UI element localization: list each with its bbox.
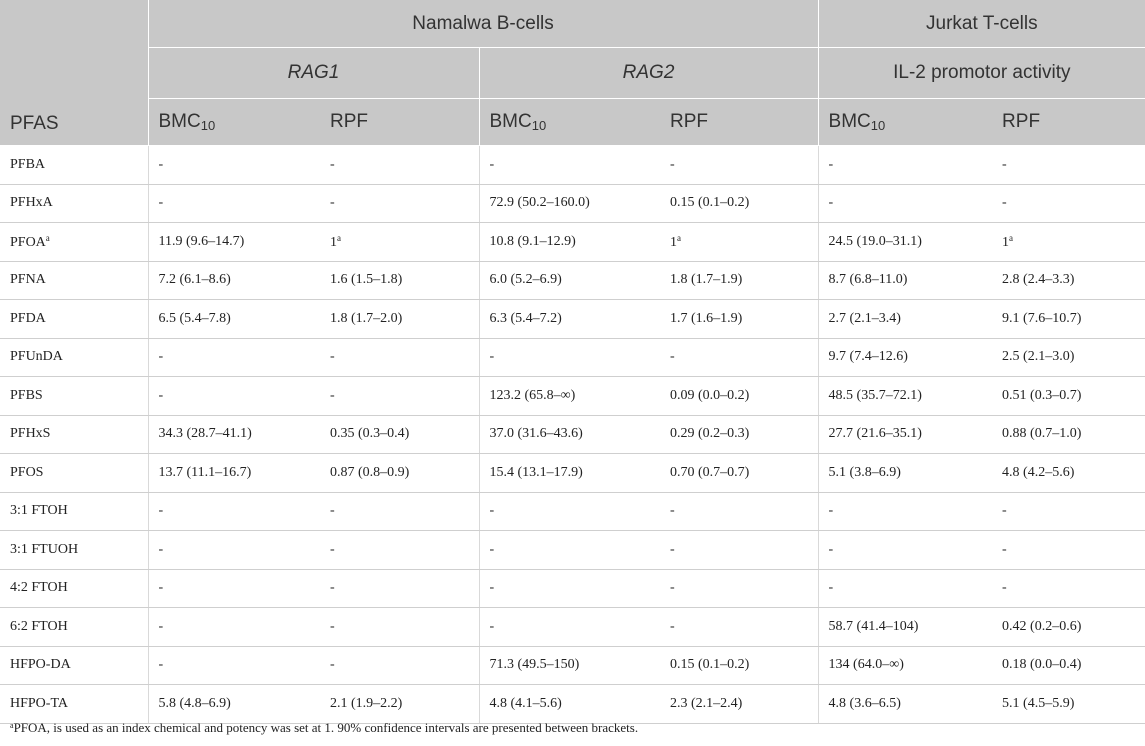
cell-value: 0.87 (0.8–0.9) xyxy=(330,464,410,480)
table-row xyxy=(0,646,1145,685)
pfas-name: HFPO-TA xyxy=(10,695,68,711)
cell-il2-bmc10 xyxy=(818,646,992,685)
table-row xyxy=(0,685,1145,724)
cell-value: 2.3 (2.1–2.4) xyxy=(670,695,743,711)
cell-rag2-bmc10 xyxy=(479,454,660,493)
cell-value: - xyxy=(158,618,164,634)
header-rpf-rag1: RPF xyxy=(320,99,479,146)
bmc-subscript: 10 xyxy=(531,118,547,133)
cell-value: 7.2 (6.1–8.6) xyxy=(158,272,231,288)
cell-rag1-bmc10 xyxy=(148,300,320,339)
cell-value: 5.8 (4.8–6.9) xyxy=(158,695,231,711)
cell-il2-bmc10 xyxy=(818,184,992,223)
pfas-name: PFOS xyxy=(10,464,44,480)
cell-value: 5.1 (3.8–6.9) xyxy=(828,464,901,480)
cell-value: 48.5 (35.7–72.1) xyxy=(828,387,922,403)
cell-rag2-bmc10 xyxy=(479,531,660,570)
cell-il2-rpf xyxy=(992,261,1145,300)
cell-rag1-bmc10 xyxy=(148,454,320,493)
cell-il2-bmc10 xyxy=(818,377,992,416)
cell-il2-bmc10 xyxy=(818,531,992,570)
cell-il2-rpf xyxy=(992,300,1145,339)
pfas-name: 6:2 FTOH xyxy=(10,618,68,634)
cell-pfas-name xyxy=(0,146,148,185)
cell-il2-bmc10 xyxy=(818,569,992,608)
pfas-name: PFHxA xyxy=(10,195,53,211)
cell-value: 2.7 (2.1–3.4) xyxy=(828,310,901,326)
header-bmc10-rag1 xyxy=(148,99,320,146)
cell-rag1-bmc10 xyxy=(148,685,320,724)
cell-value: 1 xyxy=(670,234,677,250)
cell-il2-bmc10 xyxy=(818,492,992,531)
cell-value: 2.5 (2.1–3.0) xyxy=(1002,349,1075,365)
cell-value: - xyxy=(330,349,335,365)
cell-rag1-bmc10 xyxy=(148,223,320,262)
footnote-marker: a xyxy=(1009,232,1014,243)
cell-value: 9.1 (7.6–10.7) xyxy=(1002,310,1082,326)
cell-value: 0.18 (0.0–0.4) xyxy=(1002,657,1082,673)
cell-value: - xyxy=(828,580,834,596)
cell-value: 0.70 (0.7–0.7) xyxy=(670,464,750,480)
cell-value: - xyxy=(828,503,834,519)
cell-il2-rpf xyxy=(992,531,1145,570)
cell-pfas-name xyxy=(0,338,148,377)
cell-value: 0.09 (0.0–0.2) xyxy=(670,387,750,403)
bmc-label: BMC xyxy=(158,111,201,132)
cell-value: 2.8 (2.4–3.3) xyxy=(1002,272,1075,288)
cell-rag2-bmc10 xyxy=(479,608,660,647)
cell-pfas-name xyxy=(0,261,148,300)
cell-rag1-bmc10 xyxy=(148,338,320,377)
table-row xyxy=(0,261,1145,300)
cell-value: 1.8 (1.7–1.9) xyxy=(670,272,743,288)
cell-value: - xyxy=(158,580,164,596)
cell-pfas-name xyxy=(0,646,148,685)
cell-il2-bmc10 xyxy=(818,454,992,493)
cell-value: 0.35 (0.3–0.4) xyxy=(330,426,410,442)
cell-value: - xyxy=(330,657,335,673)
cell-pfas-name xyxy=(0,377,148,416)
cell-rag1-rpf xyxy=(320,569,479,608)
pfas-name: 3:1 FTOH xyxy=(10,503,68,519)
cell-rag1-bmc10 xyxy=(148,415,320,454)
table-row xyxy=(0,223,1145,262)
table-row xyxy=(0,492,1145,531)
cell-value: 1 xyxy=(1002,234,1010,250)
cell-rag1-rpf xyxy=(320,300,479,339)
pfas-name: PFDA xyxy=(10,310,46,326)
cell-value: - xyxy=(828,195,834,211)
cell-value: - xyxy=(489,580,495,596)
cell-value: 1 xyxy=(330,234,337,250)
cell-rag1-bmc10 xyxy=(148,608,320,647)
cell-rag1-bmc10 xyxy=(148,146,320,185)
cell-rag2-rpf xyxy=(660,685,818,724)
cell-value: 71.3 (49.5–150) xyxy=(489,657,580,673)
table-header xyxy=(0,0,1145,146)
cell-rag2-rpf xyxy=(660,146,818,185)
cell-value: 34.3 (28.7–41.1) xyxy=(158,426,252,442)
cell-il2-bmc10 xyxy=(818,685,992,724)
pfas-name: PFUnDA xyxy=(10,349,63,365)
header-row-endpoints xyxy=(0,48,1145,99)
cell-il2-rpf xyxy=(992,454,1145,493)
cell-rag2-rpf xyxy=(660,184,818,223)
cell-rag2-rpf xyxy=(660,454,818,493)
header-rag1: RAG1 xyxy=(148,48,479,99)
cell-il2-bmc10 xyxy=(818,338,992,377)
table-row xyxy=(0,569,1145,608)
pfas-name: 4:2 FTOH xyxy=(10,580,68,596)
cell-rag2-rpf xyxy=(660,569,818,608)
cell-rag1-rpf xyxy=(320,646,479,685)
cell-pfas-name xyxy=(0,223,148,262)
cell-value: - xyxy=(828,156,834,172)
table-row xyxy=(0,146,1145,185)
cell-pfas-name xyxy=(0,531,148,570)
header-rag2: RAG2 xyxy=(479,48,818,99)
bmc-label: BMC xyxy=(828,111,871,132)
header-row-metrics xyxy=(0,99,1145,146)
cell-rag1-rpf xyxy=(320,415,479,454)
cell-il2-rpf xyxy=(992,569,1145,608)
cell-rag1-bmc10 xyxy=(148,261,320,300)
cell-rag1-rpf xyxy=(320,146,479,185)
cell-rag1-rpf xyxy=(320,223,479,262)
cell-value: 0.29 (0.2–0.3) xyxy=(670,426,750,442)
cell-pfas-name xyxy=(0,415,148,454)
cell-value: 6.0 (5.2–6.9) xyxy=(489,272,562,288)
cell-rag2-bmc10 xyxy=(479,146,660,185)
cell-value: - xyxy=(158,657,164,673)
cell-value: - xyxy=(158,541,164,557)
cell-il2-rpf xyxy=(992,685,1145,724)
cell-value: 0.15 (0.1–0.2) xyxy=(670,195,750,211)
cell-rag2-rpf xyxy=(660,223,818,262)
pfas-name: 3:1 FTUOH xyxy=(10,541,79,557)
cell-il2-bmc10 xyxy=(818,223,992,262)
cell-il2-bmc10 xyxy=(818,300,992,339)
footnote-marker: a xyxy=(337,232,341,243)
header-namalwa-b-cells: Namalwa B-cells xyxy=(148,0,818,48)
table-row xyxy=(0,531,1145,570)
cell-rag1-bmc10 xyxy=(148,377,320,416)
cell-value: - xyxy=(330,156,335,172)
cell-pfas-name xyxy=(0,454,148,493)
cell-rag1-bmc10 xyxy=(148,492,320,531)
cell-rag1-bmc10 xyxy=(148,646,320,685)
cell-value: 123.2 (65.8–∞) xyxy=(489,387,576,403)
cell-value: 10.8 (9.1–12.9) xyxy=(489,233,576,249)
cell-value: 1.6 (1.5–1.8) xyxy=(330,272,403,288)
cell-rag1-rpf xyxy=(320,608,479,647)
cell-value: - xyxy=(670,156,675,172)
cell-rag1-rpf xyxy=(320,492,479,531)
cell-value: - xyxy=(330,195,335,211)
cell-rag1-bmc10 xyxy=(148,569,320,608)
pfas-name: PFHxS xyxy=(10,426,51,442)
cell-value: - xyxy=(158,156,164,172)
cell-value: 1.7 (1.6–1.9) xyxy=(670,310,743,326)
cell-value: 13.7 (11.1–16.7) xyxy=(158,464,252,480)
footnote-marker: a xyxy=(45,232,50,243)
cell-rag1-rpf xyxy=(320,338,479,377)
cell-rag2-rpf xyxy=(660,492,818,531)
cell-pfas-name xyxy=(0,492,148,531)
cell-value: 0.51 (0.3–0.7) xyxy=(1002,387,1082,403)
table-body xyxy=(0,146,1145,724)
cell-value: - xyxy=(489,541,495,557)
cell-rag2-bmc10 xyxy=(479,415,660,454)
table-row xyxy=(0,608,1145,647)
cell-il2-rpf xyxy=(992,377,1145,416)
header-bmc10-il2 xyxy=(818,99,992,146)
cell-value: - xyxy=(330,387,335,403)
cell-rag2-bmc10 xyxy=(479,223,660,262)
cell-pfas-name xyxy=(0,569,148,608)
cell-rag2-rpf xyxy=(660,338,818,377)
cell-value: 1.8 (1.7–2.0) xyxy=(330,310,403,326)
cell-il2-bmc10 xyxy=(818,261,992,300)
cell-value: 58.7 (41.4–104) xyxy=(828,618,919,634)
cell-value: - xyxy=(489,349,495,365)
footnote-marker: a xyxy=(10,721,14,730)
cell-value: - xyxy=(670,349,675,365)
cell-value: - xyxy=(489,156,495,172)
cell-rag1-rpf xyxy=(320,685,479,724)
cell-value: 5.1 (4.5–5.9) xyxy=(1002,695,1075,711)
cell-il2-rpf xyxy=(992,492,1145,531)
cell-rag2-rpf xyxy=(660,531,818,570)
cell-il2-rpf xyxy=(992,415,1145,454)
cell-value: - xyxy=(330,503,335,519)
cell-value: 6.3 (5.4–7.2) xyxy=(489,310,562,326)
cell-rag2-bmc10 xyxy=(479,492,660,531)
bmc-subscript: 10 xyxy=(200,118,216,133)
header-il2-promotor-activity: IL-2 promotor activity xyxy=(818,48,1145,99)
cell-value: 2.1 (1.9–2.2) xyxy=(330,695,403,711)
cell-rag2-bmc10 xyxy=(479,184,660,223)
cell-value: - xyxy=(1002,580,1007,596)
cell-value: 0.88 (0.7–1.0) xyxy=(1002,426,1082,442)
cell-value: 37.0 (31.6–43.6) xyxy=(489,426,583,442)
cell-value: 4.8 (3.6–6.5) xyxy=(828,695,901,711)
cell-value: - xyxy=(158,387,164,403)
cell-value: - xyxy=(1002,156,1007,172)
cell-value: 6.5 (5.4–7.8) xyxy=(158,310,231,326)
cell-rag1-rpf xyxy=(320,184,479,223)
pfas-name: PFBS xyxy=(10,387,43,403)
cell-rag2-rpf xyxy=(660,261,818,300)
cell-rag1-rpf xyxy=(320,531,479,570)
header-bmc10-rag2 xyxy=(479,99,660,146)
cell-il2-bmc10 xyxy=(818,146,992,185)
cell-value: - xyxy=(489,618,495,634)
cell-rag2-bmc10 xyxy=(479,377,660,416)
cell-il2-rpf xyxy=(992,646,1145,685)
cell-value: 134 (64.0–∞) xyxy=(828,657,904,673)
cell-value: 8.7 (6.8–11.0) xyxy=(828,272,908,288)
cell-il2-rpf xyxy=(992,338,1145,377)
cell-il2-rpf xyxy=(992,146,1145,185)
cell-value: 9.7 (7.4–12.6) xyxy=(828,349,908,365)
cell-value: - xyxy=(670,580,675,596)
cell-value: - xyxy=(158,195,164,211)
cell-rag2-rpf xyxy=(660,300,818,339)
cell-value: - xyxy=(158,349,164,365)
cell-rag2-bmc10 xyxy=(479,646,660,685)
table-row xyxy=(0,377,1145,416)
bmc-label: BMC xyxy=(489,111,532,132)
table-row xyxy=(0,300,1145,339)
pfas-name: PFNA xyxy=(10,272,46,288)
cell-pfas-name xyxy=(0,184,148,223)
cell-rag2-bmc10 xyxy=(479,569,660,608)
cell-value: 11.9 (9.6–14.7) xyxy=(158,233,245,249)
cell-value: 24.5 (19.0–31.1) xyxy=(828,233,922,249)
header-rpf-rag2: RPF xyxy=(660,99,818,146)
cell-il2-rpf xyxy=(992,608,1145,647)
cell-rag2-bmc10 xyxy=(479,338,660,377)
cell-il2-bmc10 xyxy=(818,415,992,454)
cell-rag1-bmc10 xyxy=(148,531,320,570)
cell-rag1-rpf xyxy=(320,377,479,416)
cell-il2-rpf xyxy=(992,184,1145,223)
cell-rag2-rpf xyxy=(660,377,818,416)
footnote-text: PFOA, is used as an index chemical and potency was set at 1. 90% confidence intervals are presented between brackets. xyxy=(13,720,639,735)
pfas-name: PFOA xyxy=(10,234,46,250)
pfas-name: HFPO-DA xyxy=(10,657,71,673)
cell-value: - xyxy=(330,580,335,596)
cell-value: 4.8 (4.1–5.6) xyxy=(489,695,562,711)
cell-value: - xyxy=(670,503,675,519)
cell-value: - xyxy=(158,503,164,519)
cell-rag2-rpf xyxy=(660,415,818,454)
cell-rag2-rpf xyxy=(660,608,818,647)
cell-pfas-name xyxy=(0,608,148,647)
cell-il2-rpf xyxy=(992,223,1145,262)
table-row xyxy=(0,338,1145,377)
cell-value: 27.7 (21.6–35.1) xyxy=(828,426,922,442)
cell-value: 15.4 (13.1–17.9) xyxy=(489,464,583,480)
table-footnote xyxy=(10,720,638,736)
cell-value: - xyxy=(1002,503,1007,519)
cell-pfas-name xyxy=(0,685,148,724)
pfas-name: PFBA xyxy=(10,156,46,172)
cell-value: - xyxy=(670,541,675,557)
cell-rag2-bmc10 xyxy=(479,685,660,724)
cell-value: - xyxy=(1002,541,1007,557)
cell-value: - xyxy=(330,618,335,634)
cell-rag1-rpf xyxy=(320,454,479,493)
table-row xyxy=(0,415,1145,454)
cell-il2-bmc10 xyxy=(818,608,992,647)
cell-value: 0.15 (0.1–0.2) xyxy=(670,657,750,673)
cell-rag1-bmc10 xyxy=(148,184,320,223)
cell-value: - xyxy=(489,503,495,519)
cell-value: 72.9 (50.2–160.0) xyxy=(489,195,590,211)
cell-value: - xyxy=(1002,195,1007,211)
footnote-marker: a xyxy=(677,232,681,243)
header-rpf-il2: RPF xyxy=(992,99,1145,146)
header-row-cell-groups xyxy=(0,0,1145,48)
cell-value: - xyxy=(670,618,675,634)
cell-value: - xyxy=(330,541,335,557)
table-row xyxy=(0,454,1145,493)
cell-pfas-name xyxy=(0,300,148,339)
cell-rag2-bmc10 xyxy=(479,261,660,300)
cell-rag2-rpf xyxy=(660,646,818,685)
cell-value: 0.42 (0.2–0.6) xyxy=(1002,618,1082,634)
cell-value: - xyxy=(828,541,834,557)
cell-rag2-bmc10 xyxy=(479,300,660,339)
cell-rag1-rpf xyxy=(320,261,479,300)
header-pfas: PFAS xyxy=(0,0,148,146)
bmc-subscript: 10 xyxy=(870,118,886,133)
table-row xyxy=(0,184,1145,223)
header-jurkat-t-cells: Jurkat T-cells xyxy=(818,0,1145,48)
cell-value: 4.8 (4.2–5.6) xyxy=(1002,464,1075,480)
